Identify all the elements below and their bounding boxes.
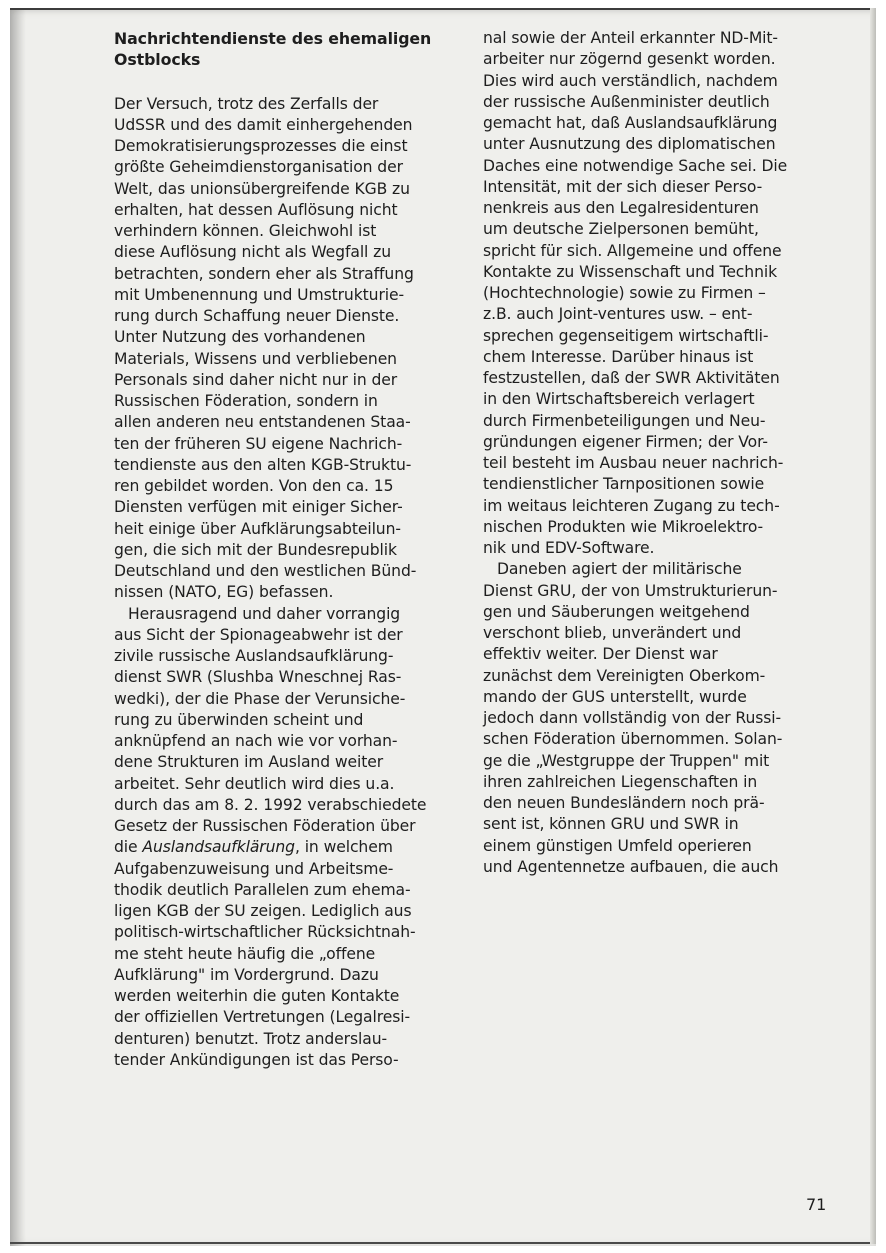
- text-line: erhalten, hat dessen Auflösung nicht: [114, 200, 398, 219]
- text-line: dene Strukturen im Ausland weiter: [114, 753, 384, 772]
- text-line: Kontakte zu Wissenschaft und Technik: [483, 262, 778, 281]
- text-line: Aufgabenzuweisung und Arbeitsme-: [114, 859, 394, 878]
- text-line: Daneben agiert der militärische: [497, 560, 742, 579]
- text-line: thodik deutlich Parallelen zum ehema-: [114, 880, 411, 899]
- text-line: tendienstlicher Tarnpositionen sowie: [483, 475, 765, 494]
- text-line: betrachten, sondern eher als Straffung: [114, 264, 414, 283]
- text-line: der russische Außenminister deutlich: [483, 92, 770, 111]
- text-line: der offiziellen Vertretungen (Legalresi-: [114, 1008, 410, 1027]
- text-line: nal sowie der Anteil erkannter ND-Mit-: [483, 29, 778, 47]
- section-heading-line-1: Nachrichtendienste des ehemaligen: [114, 29, 432, 48]
- text-line: heit einige über Aufklärungsabteilun-: [114, 519, 401, 538]
- text-line: wedki), der die Phase der Verunsiche-: [114, 689, 406, 708]
- text-line: arbeitet. Sehr deutlich wird dies u.a.: [114, 774, 395, 793]
- text-line: z.B. auch Joint-ventures usw. – ent-: [483, 305, 753, 324]
- binding-shadow: [10, 10, 26, 1246]
- text-line: aus Sicht der Spionageabwehr ist der: [114, 625, 403, 644]
- text-line: tender Ankündigungen ist das Perso-: [114, 1050, 399, 1069]
- text-line: nischen Produkten wie Mikroelektro-: [483, 517, 764, 536]
- text-line: gründungen eigener Firmen; der Vor-: [483, 432, 768, 451]
- text-line: größte Geheimdienstorganisation der: [114, 158, 403, 177]
- text-line: ten der früheren SU eigene Nachrich-: [114, 434, 403, 453]
- page-bottom-edge: [10, 1242, 876, 1244]
- text-line: Russischen Föderation, sondern in: [114, 392, 378, 410]
- text-line: chem Interesse. Darüber hinaus ist: [483, 347, 754, 366]
- text-line: durch Firmenbeteiligungen und Neu-: [483, 411, 766, 430]
- text-line: gemacht hat, daß Auslandsaufklärung: [483, 114, 778, 132]
- text-line: in den Wirtschaftsbereich verlagert: [483, 390, 755, 409]
- text-line: werden weiterhin die guten Kontakte: [114, 987, 400, 1005]
- left-column: [114, 28, 462, 1071]
- text-line: festzustellen, daß der SWR Aktivitäten: [483, 369, 780, 387]
- text-line: verschont blieb, unverändert und: [483, 624, 742, 642]
- text-line: ligen KGB der SU zeigen. Lediglich aus: [114, 902, 412, 920]
- text-line: diese Auflösung nicht als Wegfall zu: [114, 243, 392, 262]
- text-line: ren gebildet worden. Von den ca. 15: [114, 477, 394, 495]
- text-line: sprechen gegenseitigem wirtschaftli-: [483, 326, 769, 345]
- right-body-text: [483, 28, 831, 878]
- text-line: (Hochtechnologie) sowie zu Firmen –: [483, 284, 766, 302]
- text-line: einem günstigen Umfeld operieren: [483, 836, 752, 855]
- text-line: Daches eine notwendige Sache sei. Die: [483, 156, 788, 175]
- text-line: unter Ausnutzung des diplomatischen: [483, 135, 776, 154]
- text-line: verhindern können. Gleichwohl ist: [114, 222, 377, 240]
- text-line: sent ist, können GRU und SWR in: [483, 815, 739, 834]
- text-line: den neuen Bundesländern noch prä-: [483, 794, 765, 812]
- text-line: zunächst dem Vereinigten Oberkom-: [483, 666, 766, 685]
- text-line: Dienst GRU, der von Umstrukturierun-: [483, 581, 778, 600]
- text-line: gen und Säuberungen weitgehend: [483, 602, 750, 621]
- text-line: me steht heute häufig die „offene: [114, 944, 376, 963]
- page-top-edge: [10, 8, 876, 10]
- text-line: Welt, das unionsübergreifende KGB zu: [114, 179, 410, 198]
- text-line: die Auslandsaufklärung, in welchem: [114, 838, 393, 857]
- text-line: Diensten verfügen mit einiger Sicher-: [114, 498, 403, 517]
- text-line: dienst SWR (Slushba Wneschnej Ras-: [114, 668, 402, 687]
- text-line: Aufklärung" im Vordergrund. Dazu: [114, 965, 379, 984]
- text-line: politisch-wirtschaftlicher Rücksichtnah-: [114, 923, 416, 942]
- text-line: jedoch dann vollständig von der Russi-: [483, 709, 782, 727]
- text-line: arbeiter nur zögernd gesenkt worden.: [483, 50, 776, 69]
- text-line: Unter Nutzung des vorhandenen: [114, 328, 366, 347]
- text-line: nenkreis aus den Legalresidenturen: [483, 199, 759, 217]
- text-line: Intensität, mit der sich dieser Perso-: [483, 177, 763, 196]
- text-line: rung zu überwinden scheint und: [114, 710, 364, 729]
- text-line: und Agentennetze aufbauen, die auch: [483, 857, 779, 876]
- text-line: allen anderen neu entstandenen Staa-: [114, 413, 411, 432]
- text-line: teil besteht im Ausbau neuer nachrich-: [483, 454, 784, 472]
- text-line: zivile russische Auslandsaufklärung-: [114, 647, 394, 665]
- text-line: UdSSR und des damit einhergehenden: [114, 115, 413, 134]
- page-right-edge: [870, 8, 876, 1244]
- text-line: mit Umbenennung und Umstrukturie-: [114, 285, 405, 304]
- text-line: im weitaus leichteren Zugang zu tech-: [483, 496, 780, 515]
- text-line: Deutschland und den westlichen Bünd-: [114, 562, 417, 580]
- text-line: ge die „Westgruppe der Truppen" mit: [483, 751, 770, 770]
- text-line: tendienste aus den alten KGB-Struktu-: [114, 455, 412, 474]
- text-line: Dies wird auch verständlich, nachdem: [483, 71, 778, 90]
- text-line: anknüpfend an nach wie vor vorhan-: [114, 732, 398, 750]
- left-body-text: [114, 94, 462, 1072]
- text-line: Personals sind daher nicht nur in der: [114, 370, 398, 389]
- section-heading-line-2: Ostblocks: [114, 50, 201, 70]
- text-line: gen, die sich mit der Bundesrepublik: [114, 540, 397, 559]
- text-line: Der Versuch, trotz des Zerfalls der: [114, 94, 379, 113]
- text-line: schen Föderation übernommen. Solan-: [483, 730, 783, 749]
- text-line: nik und EDV-Software.: [483, 539, 655, 557]
- right-column: [483, 28, 831, 878]
- text-line: spricht für sich. Allgemeine und offene: [483, 241, 782, 260]
- page-number: 71: [806, 1195, 827, 1214]
- text-line: Herausragend und daher vorrangig: [128, 604, 401, 623]
- text-line: ihren zahlreichen Liegenschaften in: [483, 772, 758, 791]
- text-line: um deutsche Zielpersonen bemüht,: [483, 220, 759, 239]
- text-line: Gesetz der Russischen Föderation über: [114, 817, 416, 835]
- text-line: durch das am 8. 2. 1992 verabschiedete: [114, 795, 427, 814]
- text-line: Demokratisierungsprozesses die einst: [114, 137, 408, 155]
- text-line: denturen) benutzt. Trotz anderslau-: [114, 1029, 388, 1048]
- text-line: nissen (NATO, EG) befassen.: [114, 583, 334, 602]
- italic-term: Auslandsaufklärung: [142, 838, 295, 857]
- text-line: mando der GUS unterstellt, wurde: [483, 687, 747, 706]
- heading-gap: [114, 71, 462, 94]
- text-line: effektiv weiter. Der Dienst war: [483, 645, 718, 664]
- text-line: rung durch Schaffung neuer Dienste.: [114, 307, 400, 325]
- text-line: Materials, Wissens und verbliebenen: [114, 349, 397, 368]
